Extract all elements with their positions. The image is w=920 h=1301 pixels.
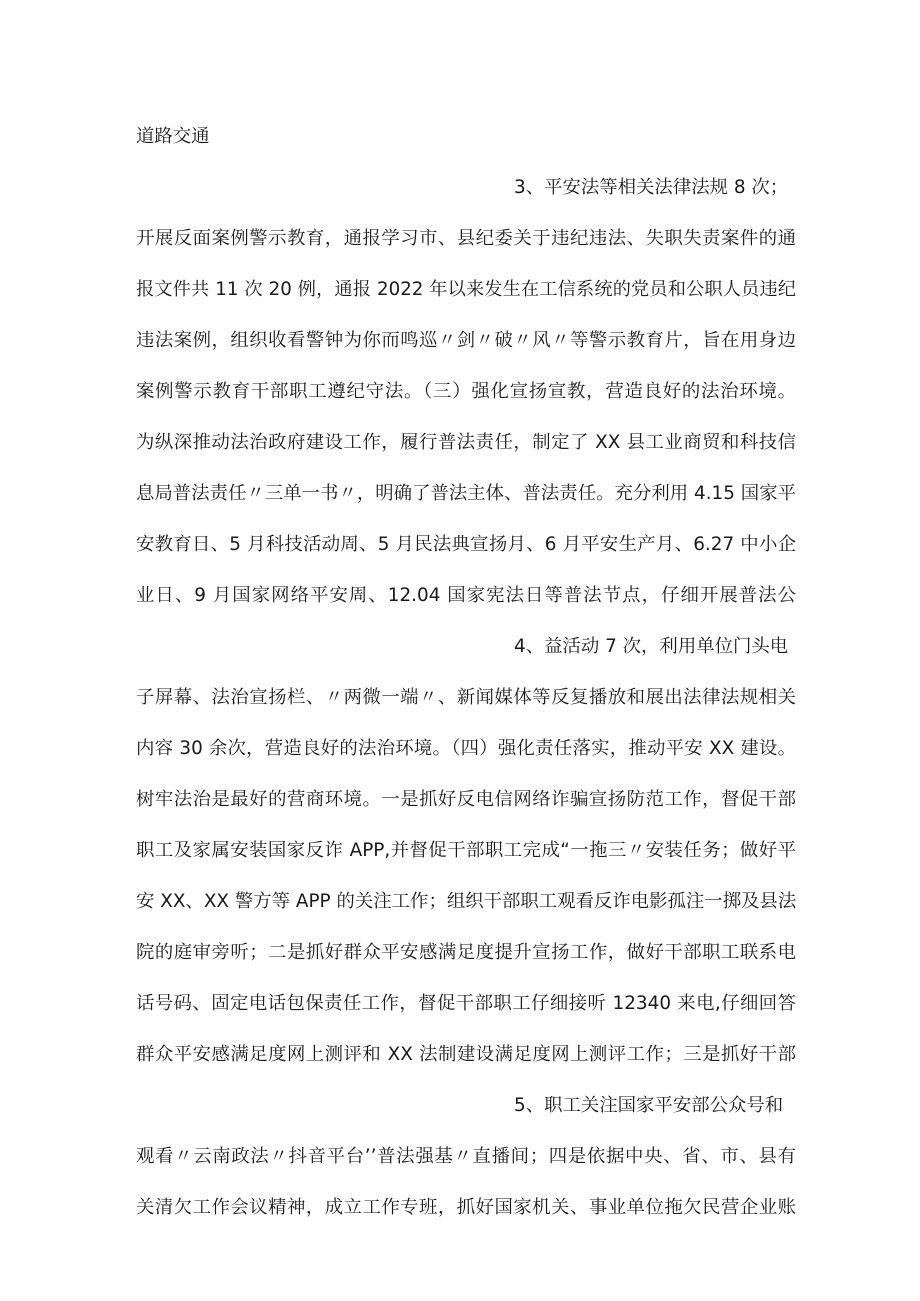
doc-line: 案例警示教育干部职工遵纪守法。（三）强化宣扬宣教，营造良好的法治环境。 xyxy=(136,381,796,402)
doc-line: 话号码、固定电话包保责任工作，督促干部职工仔细接听 12340 来电,仔细回答 xyxy=(136,993,796,1014)
doc-line: 安教育日、5 月科技活动周、5 月民法典宣扬月、6 月平安生产月、6.27 中小企 xyxy=(136,534,796,555)
doc-line: 道路交通 xyxy=(136,126,210,147)
doc-line: 内容 30 余次，营造良好的法治环境。（四）强化责任落实，推动平安 XX 建设。 xyxy=(136,738,796,759)
doc-line: 关清欠工作会议精神，成立工作专班，抓好国家机关、事业单位拖欠民营企业账 xyxy=(136,1197,796,1218)
doc-line: 息局普法责任〃三单一书〃，明确了普法主体、普法责任。充分利用 4.15 国家平 xyxy=(136,483,796,504)
doc-line: 院的庭审旁听；二是抓好群众平安感满足度提升宣扬工作，做好干部职工联系电 xyxy=(136,942,796,963)
doc-line: 业日、9 月国家网络平安周、12.04 国家宪法日等普法节点，仔细开展普法公 xyxy=(136,585,796,606)
doc-line: 群众平安感满足度网上测评和 XX 法制建设满足度网上测评工作；三是抓好干部 xyxy=(136,1044,796,1065)
doc-line: 树牢法治是最好的营商环境。一是抓好反电信网络诈骗宣扬防范工作，督促干部 xyxy=(136,789,796,810)
doc-line: 职工及家属安装国家反诈 APP,并督促干部职工完成“一拖三〃安装任务；做好平 xyxy=(136,840,796,861)
section-heading: 4、益活动 7 次，利用单位门头电 xyxy=(514,636,789,657)
section-heading: 3、平安法等相关法律法规 8 次； xyxy=(514,177,789,198)
doc-line: 观看〃云南政法〃抖音平台’’普法强基〃直播间；四是依据中央、省、市、县有 xyxy=(136,1146,796,1167)
doc-line: 安 XX、XX 警方等 APP 的关注工作；组织干部职工观看反诈电影孤注一掷及县法 xyxy=(136,891,797,912)
doc-line: 为纵深推动法治政府建设工作，履行普法责任，制定了 XX 县工业商贸和科技信 xyxy=(136,432,796,453)
section-heading: 5、职工关注国家平安部公众号和 xyxy=(514,1095,784,1116)
doc-line: 报文件共 11 次 20 例，通报 2022 年以来发生在工信系统的党员和公职人员违纪 xyxy=(136,279,796,300)
doc-line: 开展反面案例警示教育，通报学习市、县纪委关于违纪违法、失职失责案件的通 xyxy=(136,228,796,249)
doc-line: 子屏幕、法治宣扬栏、〃两微一端〃、新闻媒体等反复播放和展出法律法规相关 xyxy=(136,687,796,708)
doc-line: 违法案例，组织收看警钟为你而鸣巡〃剑〃破〃风〃等警示教育片，旨在用身边 xyxy=(136,330,796,351)
